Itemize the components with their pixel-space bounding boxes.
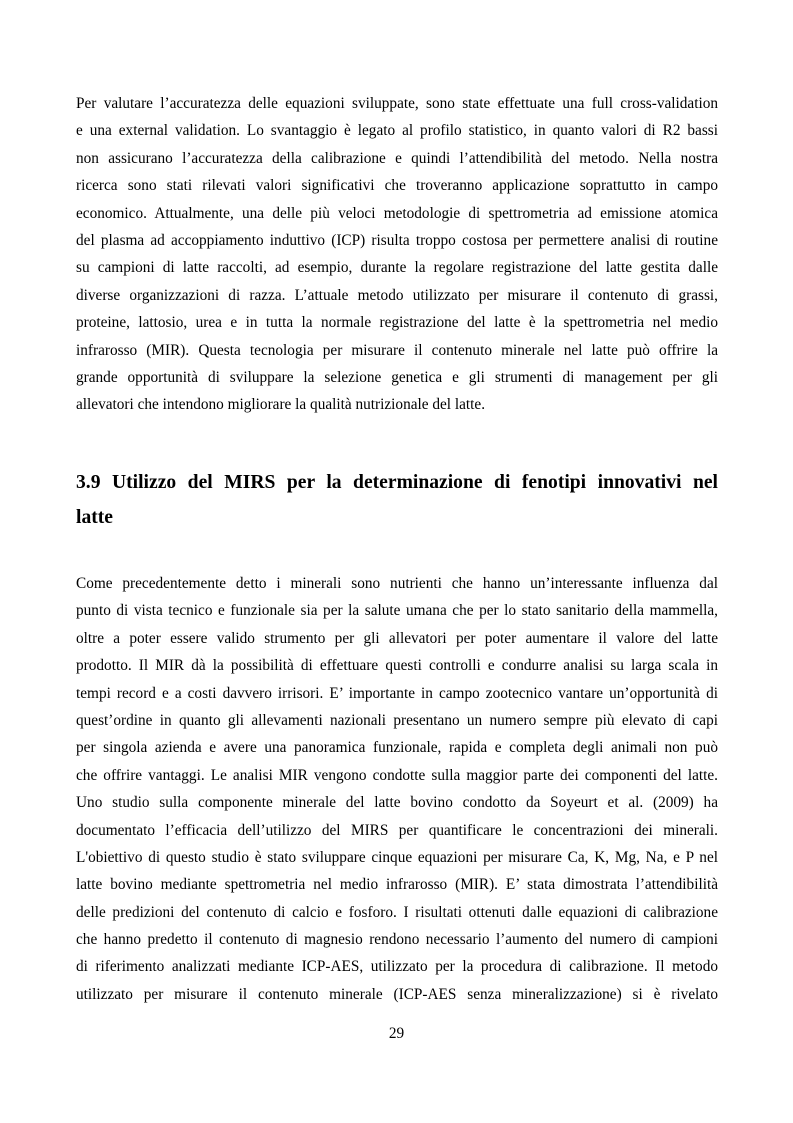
- text-line: Uno studio sulla componente minerale del latte bovino condotto da Soyeurt et al. (2009) ha: [76, 794, 718, 812]
- body-paragraph-2: [76, 570, 718, 1008]
- text-line: Come precedentemente detto i minerali sono nutrienti che hanno un’interessante influenza dal: [76, 575, 718, 592]
- text-line: che hanno predetto il contenuto di magnesio rendono necessario l’aumento del numero di campioni: [76, 931, 718, 949]
- text-line: Per valutare l’accuratezza delle equazioni sviluppate, sono state effettuate una full cross-validation: [76, 95, 718, 112]
- page-number: 29: [388, 1025, 405, 1042]
- text-line: su campioni di latte raccolti, ad esempio, durante la regolare registrazione del latte gestita dalle: [76, 259, 718, 277]
- text-line: che offrire vantaggi. Le analisi MIR vengono condotte sulla maggior parte dei componenti del latte.: [76, 766, 718, 784]
- heading-line: latte: [76, 507, 113, 528]
- text-line: proteine, lattosio, urea e in tutta la normale registrazione del latte è la spettrometria nel medio: [76, 314, 718, 332]
- text-line: L'obiettivo di questo studio è stato sviluppare cinque equazioni per misurare Ca, K, Mg, Na, e P nel: [76, 848, 718, 866]
- text-line: latte bovino mediante spettrometria nel medio infrarosso (MIR). E’ stata dimostrata l’attendibilità: [76, 876, 718, 894]
- text-line: utilizzato per misurare il contenuto minerale (ICP-AES senza mineralizzazione) si è rivelato: [76, 985, 718, 1003]
- heading-line: 3.9 Utilizzo del MIRS per la determinazione di fenotipi innovativi nel: [76, 472, 718, 493]
- text-line: diverse organizzazioni di razza. L’attuale metodo utilizzato per misurare il contenuto di grassi,: [76, 286, 718, 304]
- text-line: prodotto. Il MIR dà la possibilità di effettuare questi controlli e condurre analisi su larga scala in: [76, 657, 718, 675]
- text-line: per singola azienda e avere una panoramica funzionale, rapida e completa degli animali non può: [76, 739, 718, 757]
- text-line: del plasma ad accoppiamento induttivo (ICP) risulta troppo costosa per permettere analisi di routine: [76, 231, 718, 249]
- text-line: oltre a poter essere valido strumento per gli allevatori per poter aumentare il valore del latte: [76, 629, 718, 647]
- text-line: allevatori che intendono migliorare la qualità nutrizionale del latte.: [76, 396, 486, 414]
- text-line: infrarosso (MIR). Questa tecnologia per misurare il contenuto minerale nel latte può offrire la: [76, 341, 718, 359]
- text-line: quest’ordine in quanto gli allevamenti nazionali presentano un numero sempre più elevato di capi: [76, 711, 718, 729]
- body-paragraph-1: [76, 90, 718, 419]
- text-line: tempi record e a costi davvero irrisori. E’ importante in campo zootecnico vantare un’opportunità di: [76, 684, 718, 702]
- text-line: e una external validation. Lo svantaggio è legato al profilo statistico, in quanto valori di R2 bassi: [76, 122, 718, 140]
- section-heading: [76, 465, 718, 535]
- text-line: di riferimento analizzati mediante ICP-AES, utilizzato per la procedura di calibrazione. Il metodo: [76, 958, 718, 976]
- text-line: grande opportunità di sviluppare la selezione genetica e gli strumenti di management per gli: [76, 368, 718, 386]
- text-line: punto di vista tecnico e funzionale sia per la salute umana che per lo stato sanitario della mammella,: [76, 602, 718, 620]
- text-line: delle predizioni del contenuto di calcio e fosforo. I risultati ottenuti dalle equazioni di calibrazione: [76, 903, 718, 921]
- text-line: ricerca sono stati rilevati valori significativi che troveranno applicazione soprattutto in campo: [76, 177, 718, 195]
- text-line: economico. Attualmente, una delle più veloci metodologie di spettrometria ad emissione atomica: [76, 204, 718, 222]
- text-line: documentato l’efficacia dell’utilizzo del MIRS per quantificare le concentrazioni dei minerali.: [76, 821, 718, 839]
- text-line: non assicurano l’accuratezza della calibrazione e quindi l’attendibilità del metodo. Nella nostra: [76, 149, 718, 167]
